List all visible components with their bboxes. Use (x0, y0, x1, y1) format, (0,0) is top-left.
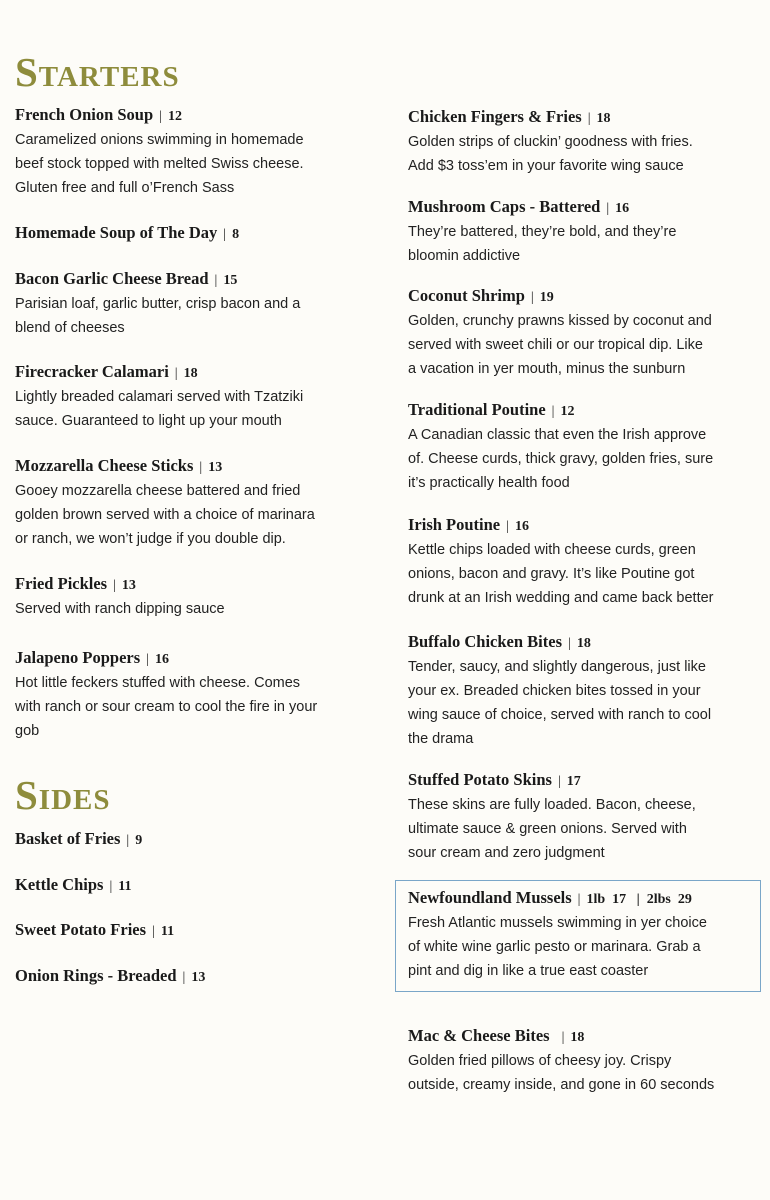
item-price: 13 (191, 970, 206, 985)
separator: | (557, 774, 561, 789)
desc-line: Hot little feckers stuffed with cheese. Comes (15, 675, 301, 691)
starters-heading: Starters (15, 49, 180, 95)
item-price: 16 (615, 201, 630, 216)
item-description (408, 538, 763, 610)
item-name: Mushroom Caps - Battered (408, 197, 601, 216)
item-description (15, 128, 365, 200)
menu-item-bacon-garlic-cheese-bread (15, 268, 365, 340)
sides-heading: Sides (15, 772, 111, 818)
item-name: Traditional Poutine (408, 400, 546, 419)
desc-line: They’re battered, they’re bold, and they’re (408, 224, 677, 240)
item-price: 18 (596, 111, 611, 126)
item-name: Basket of Fries (15, 829, 121, 848)
desc-line: wing sauce of choice, served with ranch to cool (408, 707, 712, 723)
separator: | (199, 460, 203, 475)
desc-line: of white wine garlic pesto or marinara. Grab a (408, 939, 701, 955)
item-name: Chicken Fingers & Fries (408, 107, 582, 126)
item-description (15, 292, 365, 340)
desc-line: Parisian loaf, garlic butter, crisp bacon and a (15, 296, 301, 312)
menu-item-jalapeno-poppers (15, 647, 365, 743)
desc-line: These skins are fully loaded. Bacon, cheese, (408, 797, 696, 813)
menu-item-onion-rings (15, 965, 365, 989)
desc-line: Golden strips of cluckin’ goodness with fries. (408, 134, 693, 150)
menu-item-irish-poutine (408, 514, 763, 610)
item-name: Onion Rings - Breaded (15, 966, 177, 985)
desc-line: your ex. Breaded chicken bites tossed in your (408, 683, 701, 699)
desc-line: a vacation in yer mouth, minus the sunburn (408, 361, 686, 377)
desc-line: golden brown served with a choice of marinara (15, 507, 315, 523)
separator: | (159, 109, 162, 124)
item-price: 1lb 17 | 2lbs 29 (586, 892, 692, 907)
separator: | (530, 290, 534, 305)
desc-line: with ranch or sour cream to cool the fire in your (15, 699, 318, 715)
item-price: 8 (232, 227, 240, 242)
desc-line: served with sweet chili or our tropical dip. Like (408, 337, 703, 353)
item-price: 9 (135, 833, 143, 848)
item-description (408, 423, 763, 495)
desc-line: Lightly breaded calamari served with Tzatziki (15, 389, 304, 405)
desc-line: pint and dig in like a true east coaster (408, 963, 649, 979)
desc-line: of. Cheese curds, thick gravy, golden fries, sure (408, 451, 714, 467)
item-name: Fried Pickles (15, 574, 108, 593)
menu-item-coconut-shrimp (408, 285, 763, 381)
item-description (408, 309, 763, 381)
menu-item-sweet-potato-fries (15, 919, 365, 943)
item-name: Sweet Potato Fries (15, 920, 147, 939)
desc-line: Fresh Atlantic mussels swimming in yer choice (408, 915, 707, 931)
item-description (408, 220, 763, 268)
item-price: 16 (514, 519, 529, 534)
desc-line: Gooey mozzarella cheese battered and fried (15, 483, 301, 499)
menu-item-soup-of-the-day (15, 222, 365, 246)
desc-line: Tender, saucy, and slightly dangerous, just like (408, 659, 706, 675)
desc-line: outside, creamy inside, and gone in 60 seconds (408, 1077, 715, 1093)
separator: | (587, 111, 591, 126)
item-description (408, 1049, 763, 1097)
menu-item-kettle-chips (15, 874, 365, 898)
menu-item-chicken-fingers (408, 106, 763, 178)
desc-line: the drama (408, 731, 474, 747)
separator: | (146, 652, 149, 667)
desc-line: Golden fried pillows of cheesy joy. Crispy (408, 1053, 672, 1069)
item-price: 13 (208, 460, 223, 475)
item-price: 18 (576, 636, 591, 651)
item-price: 12 (560, 404, 575, 419)
item-name: Firecracker Calamari (15, 362, 169, 381)
desc-line: drunk at an Irish wedding and came back better (408, 590, 714, 606)
desc-line: sauce. Guaranteed to light up your mouth (15, 413, 282, 429)
item-price: 19 (539, 290, 554, 305)
item-price: 18 (183, 366, 198, 381)
desc-line: it’s practically health food (408, 475, 570, 491)
separator: | (113, 578, 116, 593)
desc-line: gob (15, 723, 40, 739)
menu-item-buffalo-chicken-bites (408, 631, 763, 751)
desc-line: Kettle chips loaded with cheese curds, green (408, 542, 696, 558)
separator: | (109, 879, 113, 894)
menu-item-stuffed-potato-skins (408, 769, 763, 865)
item-name: Irish Poutine (408, 515, 501, 534)
desc-line: Golden, crunchy prawns kissed by coconut and (408, 313, 712, 329)
desc-line: bloomin addictive (408, 248, 521, 264)
menu-item-fried-pickles (15, 573, 365, 621)
separator: | (568, 636, 571, 651)
desc-line: ultimate sauce & green onions. Served with (408, 821, 687, 837)
desc-line: A Canadian classic that even the Irish approve (408, 427, 707, 443)
item-price: 18 (570, 1030, 585, 1045)
item-name: Bacon Garlic Cheese Bread (15, 269, 209, 288)
desc-line: onions, bacon and gravy. It’s like Poutine got (408, 566, 695, 582)
item-price: 17 (566, 774, 581, 789)
item-description (408, 655, 763, 751)
separator: | (577, 892, 581, 907)
item-price: 16 (154, 652, 169, 667)
item-name: Buffalo Chicken Bites (408, 632, 563, 651)
item-price: 12 (167, 109, 182, 124)
item-description (15, 479, 365, 551)
item-name: Homemade Soup of The Day (15, 223, 218, 242)
item-description (408, 793, 763, 865)
separator: | (561, 1030, 565, 1045)
item-name: Kettle Chips (15, 875, 104, 894)
desc-line: or ranch, we won’t judge if you double dip. (15, 531, 286, 547)
desc-line: Add $3 toss’em in your favorite wing sauce (408, 158, 684, 174)
desc-line: Gluten free and full o’French Sass (15, 180, 235, 196)
item-price: 11 (118, 879, 132, 894)
item-price: 15 (223, 273, 238, 288)
separator: | (223, 227, 227, 242)
item-description (408, 911, 763, 983)
separator: | (174, 366, 178, 381)
item-price: 13 (121, 578, 136, 593)
separator: | (214, 273, 218, 288)
menu-item-basket-of-fries (15, 828, 365, 852)
item-name: Mozzarella Cheese Sticks (15, 456, 194, 475)
menu-item-newfoundland-mussels (408, 887, 763, 983)
item-description (408, 130, 763, 178)
desc-line: sour cream and zero judgment (408, 845, 605, 861)
separator: | (506, 519, 509, 534)
item-name: Mac & Cheese Bites (408, 1026, 550, 1045)
menu-item-mushroom-caps (408, 196, 763, 268)
menu-item-firecracker-calamari (15, 361, 365, 433)
separator: | (126, 833, 130, 848)
item-name: Newfoundland Mussels (408, 888, 572, 907)
item-description (15, 597, 365, 621)
desc-line: Caramelized onions swimming in homemade (15, 132, 304, 148)
item-name: Jalapeno Poppers (15, 648, 141, 667)
item-name: Coconut Shrimp (408, 286, 525, 305)
separator: | (152, 924, 155, 939)
menu-item-french-onion-soup (15, 104, 365, 200)
menu-item-mac-cheese-bites (408, 1025, 763, 1097)
desc-line: Served with ranch dipping sauce (15, 601, 225, 617)
item-name: Stuffed Potato Skins (408, 770, 552, 789)
separator: | (182, 970, 186, 985)
item-name: French Onion Soup (15, 105, 154, 124)
item-price: 11 (160, 924, 175, 939)
item-description (15, 671, 365, 743)
separator: | (606, 201, 610, 216)
menu-item-traditional-poutine (408, 399, 763, 495)
menu-item-mozzarella-cheese-sticks (15, 455, 365, 551)
separator: | (551, 404, 555, 419)
desc-line: blend of cheeses (15, 320, 125, 336)
desc-line: beef stock topped with melted Swiss cheese. (15, 156, 304, 172)
item-description (15, 385, 365, 433)
